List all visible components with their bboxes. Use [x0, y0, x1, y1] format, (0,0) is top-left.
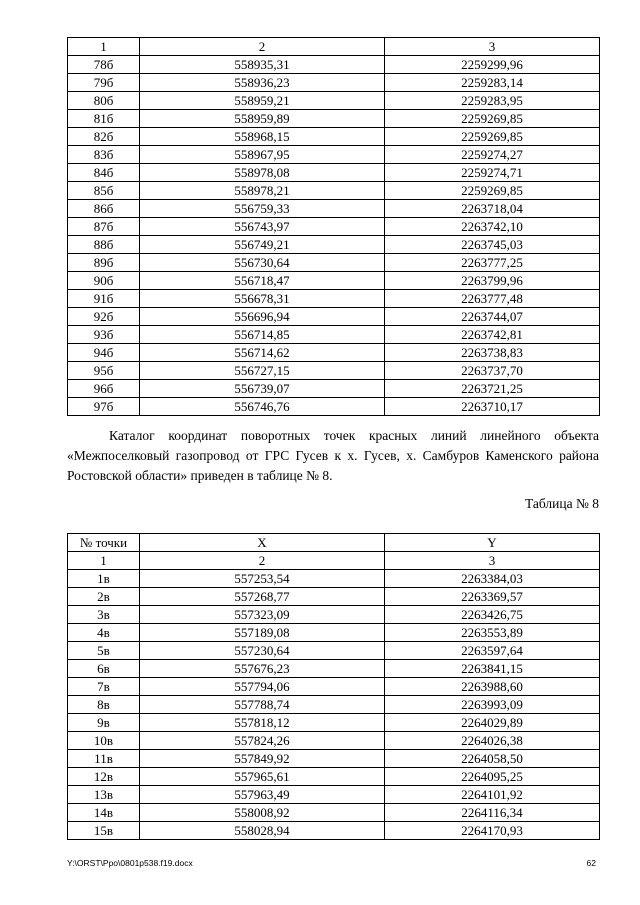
- table-cell: 556696,94: [140, 308, 385, 326]
- table-cell: 558959,89: [140, 110, 385, 128]
- table-row: [68, 362, 600, 380]
- table-cell: 558967,95: [140, 146, 385, 164]
- table-cell: 557965,61: [140, 768, 385, 786]
- table-row: [68, 624, 600, 642]
- table-cell: 5в: [68, 642, 140, 660]
- table-cell: 79б: [68, 74, 140, 92]
- table-cell: 14в: [68, 804, 140, 822]
- table-row: [68, 732, 600, 750]
- table-cell: 8в: [68, 696, 140, 714]
- table-cell: 2259274,27: [385, 146, 600, 164]
- table-cell: 556759,33: [140, 200, 385, 218]
- table-cell: 557230,64: [140, 642, 385, 660]
- header-y: Y: [385, 534, 600, 552]
- table-row: [68, 74, 600, 92]
- table-cell: 12в: [68, 768, 140, 786]
- table-cell: 2259274,71: [385, 164, 600, 182]
- table-cell: 2: [140, 552, 385, 570]
- footer-file-path: Y:\ORST\Ppo\0801p538.f19.docx: [67, 858, 193, 868]
- table-cell: 2263738,83: [385, 344, 600, 362]
- table-cell: 2263718,04: [385, 200, 600, 218]
- table-cell: 556714,62: [140, 344, 385, 362]
- table-cell: 81б: [68, 110, 140, 128]
- table-cell: 84б: [68, 164, 140, 182]
- table-row: [68, 308, 600, 326]
- table-row: [68, 660, 600, 678]
- table-cell: 2263553,89: [385, 624, 600, 642]
- table-row: [68, 146, 600, 164]
- table-cell: 557268,77: [140, 588, 385, 606]
- table-cell: 80б: [68, 92, 140, 110]
- coordinates-table-continued: [67, 37, 600, 416]
- table-cell: 556739,07: [140, 380, 385, 398]
- table-cell: 2263745,03: [385, 236, 600, 254]
- table-row: [68, 606, 600, 624]
- table-cell: 558968,15: [140, 128, 385, 146]
- table-row: [68, 398, 600, 416]
- table-cell: 558936,23: [140, 74, 385, 92]
- table-cell: 4в: [68, 624, 140, 642]
- table-cell: 556746,76: [140, 398, 385, 416]
- table-row: [68, 696, 600, 714]
- table-cell: 556727,15: [140, 362, 385, 380]
- table-caption: Таблица № 8: [525, 496, 599, 511]
- table-cell: 2263426,75: [385, 606, 600, 624]
- table-row: [68, 642, 600, 660]
- table-cell: 87б: [68, 218, 140, 236]
- table-cell: 2264095,25: [385, 768, 600, 786]
- table-cell: 96б: [68, 380, 140, 398]
- table-cell: 558978,08: [140, 164, 385, 182]
- table-cell: 556718,47: [140, 272, 385, 290]
- table-cell: 557794,06: [140, 678, 385, 696]
- table-row: [68, 714, 600, 732]
- table-cell: 558935,31: [140, 56, 385, 74]
- table-cell: 557189,08: [140, 624, 385, 642]
- table-cell: 95б: [68, 362, 140, 380]
- table-row: [68, 200, 600, 218]
- table-cell: 557963,49: [140, 786, 385, 804]
- table-cell: 2264058,50: [385, 750, 600, 768]
- table-row: [68, 164, 600, 182]
- table-cell: 2263777,25: [385, 254, 600, 272]
- table-cell: 86б: [68, 200, 140, 218]
- catalog-paragraph: Каталог координат поворотных точек красных линий линейного объекта «Межпоселковый газопровод от ГРС Гусев к х. Гусев, х. Самбуров Каменского района Ростовской области» приведен в таблице № 8.: [67, 428, 599, 483]
- table-row: [68, 38, 600, 56]
- table-cell: 3в: [68, 606, 140, 624]
- table-row: [68, 786, 600, 804]
- table-cell: 556714,85: [140, 326, 385, 344]
- table-row: [68, 254, 600, 272]
- table-cell: 1: [68, 38, 140, 56]
- table-cell: 2263721,25: [385, 380, 600, 398]
- table-cell: 82б: [68, 128, 140, 146]
- table-row: [68, 804, 600, 822]
- table-row: [68, 92, 600, 110]
- table-cell: 6в: [68, 660, 140, 678]
- table-cell: 558978,21: [140, 182, 385, 200]
- table-cell: 2263777,48: [385, 290, 600, 308]
- table-cell: 558028,94: [140, 822, 385, 840]
- table-cell: 556743,97: [140, 218, 385, 236]
- table-cell: 2259299,96: [385, 56, 600, 74]
- table-cell: 2263742,81: [385, 326, 600, 344]
- table-cell: 2264029,89: [385, 714, 600, 732]
- table-row: [68, 236, 600, 254]
- table-cell: 2263384,03: [385, 570, 600, 588]
- table-cell: 558008,92: [140, 804, 385, 822]
- table-cell: 15в: [68, 822, 140, 840]
- table-cell: 1: [68, 552, 140, 570]
- table-row: [68, 380, 600, 398]
- table-row: [68, 272, 600, 290]
- table-header-row: [68, 534, 600, 552]
- table-cell: 556678,31: [140, 290, 385, 308]
- table-row: [68, 678, 600, 696]
- table-cell: 2263710,17: [385, 398, 600, 416]
- table-cell: 2264116,34: [385, 804, 600, 822]
- table-cell: 2259269,85: [385, 182, 600, 200]
- table-row: [68, 822, 600, 840]
- table-row: [68, 290, 600, 308]
- table-cell: 557788,74: [140, 696, 385, 714]
- table-row: [68, 218, 600, 236]
- table-cell: 2263737,70: [385, 362, 600, 380]
- table-cell: 2263744,07: [385, 308, 600, 326]
- table-row: [68, 750, 600, 768]
- table-cell: 91б: [68, 290, 140, 308]
- table-cell: 2259269,85: [385, 110, 600, 128]
- table-cell: 89б: [68, 254, 140, 272]
- table-cell: 2259283,14: [385, 74, 600, 92]
- table-cell: 11в: [68, 750, 140, 768]
- table-row: [68, 570, 600, 588]
- table-row: [68, 182, 600, 200]
- table-row: [68, 768, 600, 786]
- table-cell: 2259269,85: [385, 128, 600, 146]
- table-cell: 556730,64: [140, 254, 385, 272]
- table-cell: 2263369,57: [385, 588, 600, 606]
- table-row: [68, 326, 600, 344]
- table-cell: 2263988,60: [385, 678, 600, 696]
- table-cell: 2: [140, 38, 385, 56]
- table-cell: 2263993,09: [385, 696, 600, 714]
- table-cell: 7в: [68, 678, 140, 696]
- table-cell: 557676,23: [140, 660, 385, 678]
- table-row: [68, 128, 600, 146]
- table-cell: 2264026,38: [385, 732, 600, 750]
- table-cell: 97б: [68, 398, 140, 416]
- page-number: 62: [586, 858, 596, 868]
- table-cell: 92б: [68, 308, 140, 326]
- table-cell: 2263742,10: [385, 218, 600, 236]
- table-cell: 78б: [68, 56, 140, 74]
- table-cell: 9в: [68, 714, 140, 732]
- table-cell: 558959,21: [140, 92, 385, 110]
- table-cell: 2264101,92: [385, 786, 600, 804]
- table-cell: 88б: [68, 236, 140, 254]
- table-cell: 3: [385, 38, 600, 56]
- table-cell: 85б: [68, 182, 140, 200]
- table-cell: 557323,09: [140, 606, 385, 624]
- table-cell: 556749,21: [140, 236, 385, 254]
- table-cell: 2263799,96: [385, 272, 600, 290]
- table-cell: 2264170,93: [385, 822, 600, 840]
- header-point-number: № точки: [68, 534, 140, 552]
- table-cell: 13в: [68, 786, 140, 804]
- table-cell: 90б: [68, 272, 140, 290]
- table-cell: 557818,12: [140, 714, 385, 732]
- header-x: X: [140, 534, 385, 552]
- table-row: [68, 110, 600, 128]
- table-row: [68, 344, 600, 362]
- table-cell: 3: [385, 552, 600, 570]
- table-cell: 2263841,15: [385, 660, 600, 678]
- table-row: [68, 552, 600, 570]
- table-cell: 557253,54: [140, 570, 385, 588]
- table-row: [68, 56, 600, 74]
- table-cell: 557824,26: [140, 732, 385, 750]
- table-cell: 93б: [68, 326, 140, 344]
- table-cell: 2в: [68, 588, 140, 606]
- table-cell: 2263597,64: [385, 642, 600, 660]
- table-cell: 557849,92: [140, 750, 385, 768]
- table-cell: 1в: [68, 570, 140, 588]
- table-cell: 83б: [68, 146, 140, 164]
- table-row: [68, 588, 600, 606]
- table-cell: 2259283,95: [385, 92, 600, 110]
- coordinates-table-8: [67, 533, 600, 840]
- table-cell: 10в: [68, 732, 140, 750]
- table-cell: 94б: [68, 344, 140, 362]
